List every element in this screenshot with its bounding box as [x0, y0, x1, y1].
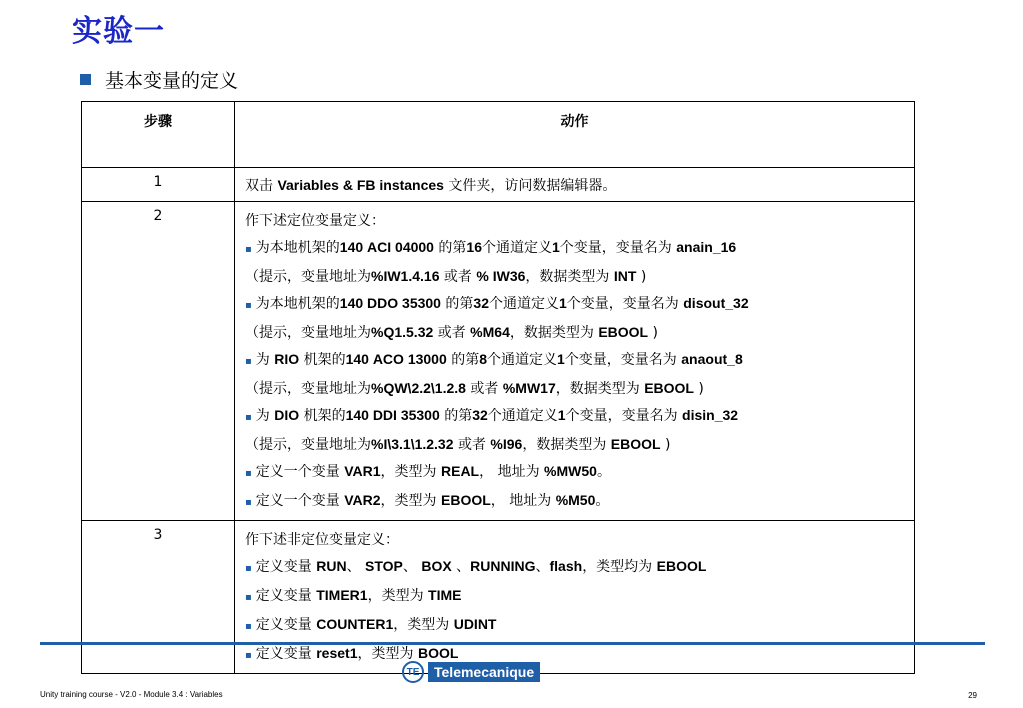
- step-number: 2: [82, 202, 235, 521]
- text: （提示，变量地址为: [245, 437, 371, 453]
- text: EBOOL: [644, 380, 694, 396]
- text: 或者: [465, 381, 503, 397]
- text: UDINT: [453, 616, 497, 632]
- bullet-icon: ▪: [245, 244, 252, 255]
- action-line: [245, 402, 906, 431]
- action-line: [245, 234, 906, 263]
- text: ，数据类型为: [509, 325, 599, 341]
- text: 、: [402, 559, 422, 575]
- text: %QW\2.2\1.2.8: [371, 380, 466, 396]
- text: ): [636, 269, 647, 285]
- text: 双击: [245, 178, 278, 194]
- action-line: [245, 290, 906, 319]
- text: 定义一个变量: [255, 464, 345, 480]
- text: 32: [472, 407, 488, 423]
- bullet-icon: ▪: [245, 468, 252, 479]
- header-action: 动作: [235, 102, 915, 168]
- text: %I\3.1\1.2.32: [371, 436, 454, 452]
- text: （提示，变量地址为: [245, 325, 371, 341]
- text: 140 DDI 35300: [345, 407, 440, 423]
- telemecanique-logo: [402, 661, 540, 683]
- text: 16: [466, 239, 482, 255]
- text: 文件夹，访问数据编辑器。: [443, 178, 617, 194]
- text: EBOOL: [656, 558, 707, 574]
- text: RUNNING: [470, 558, 536, 574]
- text: （提示，变量地址为: [245, 381, 371, 397]
- bullet-icon: ▪: [245, 650, 252, 661]
- text: VAR2: [344, 492, 381, 508]
- text: 140 DDO 35300: [339, 295, 441, 311]
- text: 定义变量: [255, 588, 317, 604]
- text: ， 地址为: [490, 493, 556, 509]
- text: 个变量，变量名为: [564, 352, 682, 368]
- text: 个通道定义: [487, 352, 558, 368]
- text: 1: [559, 295, 567, 311]
- action-cell: [235, 202, 915, 521]
- bullet-icon: ▪: [245, 497, 252, 508]
- text: 、: [451, 559, 471, 575]
- text: BOX: [421, 558, 452, 574]
- text: disout_32: [683, 295, 749, 311]
- text: EBOOL: [598, 324, 649, 340]
- page-title: 实验一: [72, 14, 165, 49]
- section-heading: [80, 66, 238, 93]
- text: 。: [596, 464, 611, 480]
- action-line: [245, 553, 906, 582]
- text: %M50: [555, 492, 596, 508]
- text: 个变量，变量名为: [565, 408, 683, 424]
- action-line: [245, 375, 906, 402]
- text: 的第: [439, 408, 473, 424]
- text: 的第: [433, 240, 467, 256]
- text: 、: [346, 559, 366, 575]
- action-line: [245, 611, 906, 640]
- action-intro: 作下述定位变量定义：: [245, 213, 385, 229]
- bullet-icon: ▪: [245, 621, 252, 632]
- text: RIO: [274, 351, 300, 367]
- text: ，类型为: [393, 617, 454, 633]
- text: 定义变量: [255, 617, 317, 633]
- text: 。: [595, 493, 610, 509]
- bullet-icon: ▪: [245, 563, 252, 574]
- text: 1: [552, 239, 560, 255]
- text: 140 ACI 04000: [339, 239, 434, 255]
- action-intro: 作下述非定位变量定义：: [245, 532, 399, 548]
- action-line: [245, 319, 906, 346]
- text: 8: [479, 351, 488, 367]
- text: REAL: [441, 463, 480, 479]
- text: 定义一个变量: [255, 493, 345, 509]
- text: ，类型为: [357, 646, 418, 662]
- step-number: 3: [82, 521, 235, 674]
- text: 个变量，变量名为: [559, 240, 677, 256]
- text: 或者: [439, 269, 477, 285]
- text: EBOOL: [441, 492, 491, 508]
- text: EBOOL: [610, 436, 661, 452]
- text: 个通道定义: [487, 408, 558, 424]
- text: Variables & FB instances: [277, 177, 444, 193]
- text: 或者: [433, 325, 471, 341]
- text: %I96: [490, 436, 523, 452]
- text: VAR1: [344, 463, 381, 479]
- text: RUN: [316, 558, 347, 574]
- text: ): [693, 381, 704, 397]
- bullet-icon: ▪: [245, 300, 252, 311]
- action-cell: [235, 168, 915, 202]
- bullet-icon: ▪: [245, 592, 252, 603]
- bullet-icon: ▪: [245, 356, 252, 367]
- action-line: [245, 582, 906, 611]
- text: 为本地机架的: [255, 240, 340, 256]
- action-line: [245, 431, 906, 458]
- header-step: 步骤: [82, 102, 235, 168]
- action-line: [245, 487, 906, 516]
- action-cell: [235, 521, 915, 674]
- text: （提示，变量地址为: [245, 269, 371, 285]
- square-bullet-icon: [80, 74, 91, 85]
- text: %Q1.5.32: [371, 324, 434, 340]
- text: ，类型为: [367, 588, 429, 604]
- text: %MW50: [544, 463, 597, 479]
- page-number: 29: [968, 691, 977, 700]
- text: 个通道定义: [482, 240, 552, 256]
- text: 1: [557, 351, 565, 367]
- table-header-row: [82, 102, 915, 168]
- footer-divider: [40, 642, 985, 645]
- text: ， 地址为: [479, 464, 545, 480]
- table-row: [82, 202, 915, 521]
- text: anain_16: [676, 239, 737, 255]
- text: anaout_8: [681, 351, 743, 367]
- text: ): [660, 437, 671, 453]
- text: ): [648, 325, 659, 341]
- text: ，数据类型为: [555, 381, 645, 397]
- text: 的第: [446, 352, 480, 368]
- text: BOOL: [417, 645, 459, 661]
- text: COUNTER1: [316, 616, 394, 632]
- text: 机架的: [299, 408, 346, 424]
- text: STOP: [365, 558, 403, 574]
- steps-table: [81, 101, 915, 674]
- text: 定义变量: [255, 559, 317, 575]
- action-line: [245, 263, 906, 290]
- text: % IW36: [476, 268, 526, 284]
- logo-text: Telemecanique: [428, 662, 540, 682]
- text: DIO: [274, 407, 300, 423]
- text: 个通道定义: [489, 296, 559, 312]
- text: disin_32: [682, 407, 739, 423]
- text: 或者: [453, 437, 491, 453]
- action-line: [245, 346, 906, 375]
- section-heading-text: 基本变量的定义: [105, 70, 239, 92]
- text: 、: [535, 559, 550, 575]
- bullet-icon: ▪: [245, 412, 252, 423]
- text: TIME: [428, 587, 462, 603]
- text: ，数据类型为: [525, 269, 614, 285]
- text: ，类型为: [380, 464, 441, 480]
- text: 机架的: [299, 352, 346, 368]
- footer-course-label: Unity training course - V2.0 - Module 3.4 : Variables: [40, 690, 223, 699]
- text: ，数据类型为: [522, 437, 611, 453]
- text: 1: [557, 407, 566, 423]
- text: reset1: [316, 645, 358, 661]
- text: 为本地机架的: [255, 296, 340, 312]
- logo-mark-icon: TE: [402, 661, 424, 683]
- text: 定义变量: [255, 646, 317, 662]
- text: 为: [255, 408, 275, 424]
- text: %MW17: [502, 380, 556, 396]
- text: 32: [473, 295, 489, 311]
- text: TIMER1: [316, 587, 368, 603]
- text: 为: [255, 352, 275, 368]
- text: 的第: [440, 296, 474, 312]
- step-number: 1: [82, 168, 235, 202]
- text: %IW1.4.16: [371, 268, 440, 284]
- table-row: [82, 521, 915, 674]
- action-line: [245, 458, 906, 487]
- text: INT: [613, 268, 637, 284]
- text: ，类型为: [380, 493, 441, 509]
- text: ，类型均为: [582, 559, 657, 575]
- text: flash: [549, 558, 583, 574]
- table-row: [82, 168, 915, 202]
- text: %M64: [470, 324, 510, 340]
- text: 个变量，变量名为: [566, 296, 684, 312]
- text: 140 ACO 13000: [345, 351, 447, 367]
